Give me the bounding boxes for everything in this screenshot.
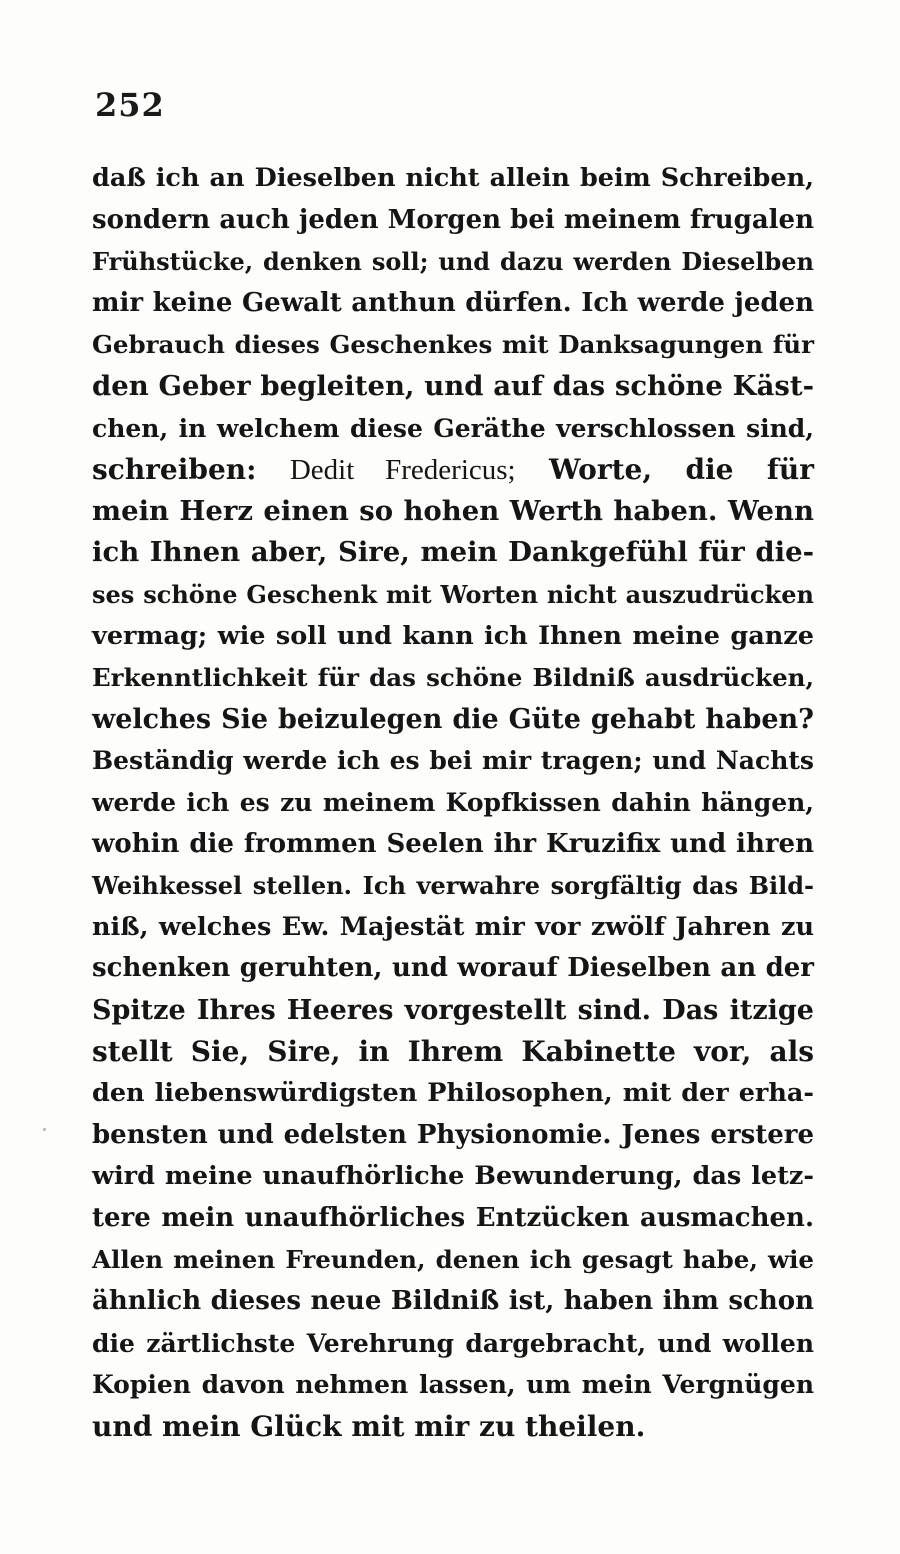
text-line: Kopien davon nehmen lassen, um mein Vergnügen	[92, 1370, 814, 1400]
text-line: ses schöne Geschenk mit Worten nicht auszudrücken	[92, 579, 814, 609]
text-line: die zärtlichste Verehrung dargebracht, und wollen	[92, 1328, 814, 1358]
text-line: Weihkessel stellen. Ich verwahre sorgfältig das Bild-	[92, 871, 814, 901]
text-segment: schreiben:	[92, 453, 257, 487]
text-line: tere mein unaufhörliches Entzücken ausmachen.	[92, 1202, 814, 1233]
text-line: vermag; wie soll und kann ich Ihnen meine ganze	[92, 620, 814, 651]
text-line-mixed	[92, 449, 814, 491]
text-line: wird meine unaufhörliche Bewunderung, das letz-	[92, 1161, 814, 1192]
text-line: Allen meinen Freunden, denen ich gesagt habe, wie	[92, 1245, 814, 1275]
text-line: den liebenswürdigsten Philosophen, mit der erha-	[92, 1078, 814, 1109]
text-line: und mein Glück mit mir zu theilen.	[92, 1409, 646, 1443]
page-number: 252	[95, 86, 165, 124]
text-line: daß ich an Dieselben nicht allein beim Schreiben,	[92, 163, 814, 193]
text-line: welches Sie beizulegen die Güte gehabt haben?	[92, 703, 814, 735]
text-line: schenken geruhten, und worauf Dieselben an der	[92, 953, 814, 984]
text-line: den Geber begleiten, und auf das schöne Käst-	[92, 369, 814, 402]
text-line: Spitze Ihres Heeres vorgestellt sind. Das itzige	[92, 994, 814, 1026]
text-line: stellt Sie, Sire, in Ihrem Kabinette vor, als	[92, 1035, 814, 1069]
text-line: Gebrauch dieses Geschenkes mit Danksagungen für	[92, 330, 814, 360]
text-segment: Worte, die für	[548, 453, 814, 487]
text-line: werde ich es zu meinem Kopfkissen dahin hängen,	[92, 787, 814, 817]
text-line: ich Ihnen aber, Sire, mein Dankgefühl für die-	[92, 536, 814, 569]
latin-phrase: Dedit Fredericus;	[289, 454, 516, 487]
text-line: Frühstücke, denken soll; und dazu werden Dieselben	[92, 247, 814, 277]
text-line: mein Herz einen so hohen Werth haben. Wenn	[92, 494, 814, 527]
text-line: wohin die frommen Seelen ihr Kruzifix und ihren	[92, 828, 814, 859]
text-line: Erkenntlichkeit für das schöne Bildniß ausdrücken,	[92, 663, 814, 693]
paper-speck	[43, 1128, 46, 1131]
body-text	[92, 158, 814, 1447]
text-line: bensten und edelsten Physionomie. Jenes erstere	[92, 1119, 814, 1150]
text-line: niß, welches Ew. Majestät mir vor zwölf Jahren zu	[92, 911, 814, 942]
text-line: sondern auch jeden Morgen bei meinem frugalen	[92, 204, 814, 235]
text-line: Beständig werde ich es bei mir tragen; und Nachts	[92, 746, 814, 776]
text-line: chen, in welchem diese Geräthe verschlossen sind,	[92, 413, 814, 443]
text-line: mir keine Gewalt anthun dürfen. Ich werde jeden	[92, 287, 814, 318]
text-line: ähnlich dieses neue Bildniß ist, haben ihm schon	[92, 1286, 814, 1317]
